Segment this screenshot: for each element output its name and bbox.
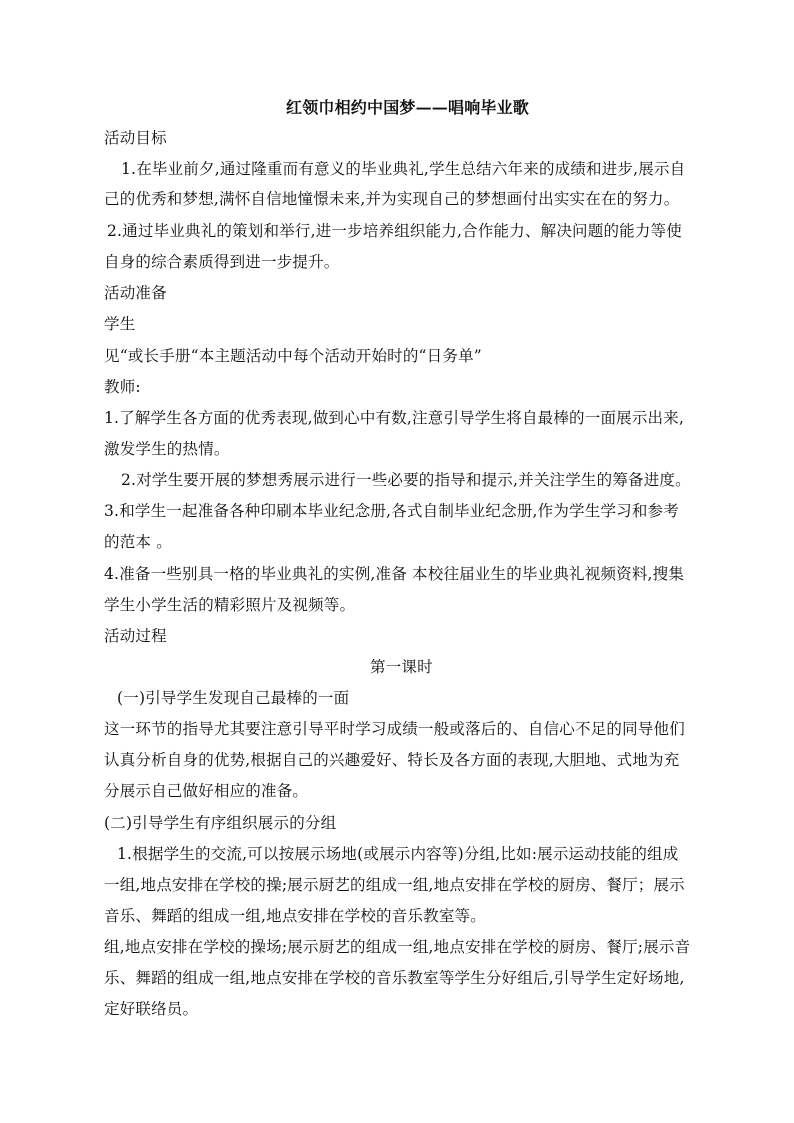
- paragraph-line: 自身的综合素质得到进一步提升。: [104, 253, 340, 271]
- paragraph-line: 己的优秀和梦想,满怀自信地憧憬未来,并为实现自己的梦想画付出实实在在的努力。: [104, 190, 680, 208]
- document-title: 红领巾相约中国梦——唱响毕业歌: [286, 98, 530, 117]
- paragraph-line: 这一环节的指导尤其要注意引导平时学习成绩一般或落后的、自信心不足的同导他们: [104, 720, 685, 738]
- paragraph-line: 认真分析自身的优势,根据自己的兴趣爱好、特长及各方面的表现,大胆地、式地为充: [104, 751, 680, 769]
- heading-activity-goals: 活动目标: [104, 129, 167, 147]
- paragraph-line: 2.通过毕业典礼的策划和举行,进一步培养组织能力,合作能力、解决问题的能力等使: [107, 222, 682, 240]
- heading-activity-process: 活动过程: [104, 627, 167, 645]
- paragraph-line: 学生小学生活的精彩照片及视频等。: [104, 596, 356, 614]
- paragraph-line: 1.在毕业前夕,通过隆重而有意义的毕业典礼,学生总结六年来的成绩和进步,展示自: [121, 160, 686, 178]
- paragraph-line: 1.根据学生的交流,可以按展示场地(或展示内容等)分组,比如:展示运动技能的组成: [117, 845, 679, 863]
- section-heading: (二)引导学生有序组织展示的分组: [104, 814, 337, 832]
- paragraph-line: 见“或长手册“本主题活动中每个活动开始时的“日务单”: [104, 347, 482, 365]
- heading-activity-preparation: 活动准备: [104, 284, 167, 302]
- paragraph-line: 组,地点安排在学校的操场;展示厨艺的组成一组,地点安排在学校的厨房、餐厅;展示音: [104, 938, 691, 956]
- paragraph-line: 1.了解学生各方面的优秀表现,做到心中有数,注意引导学生将自最棒的一面展示出来,: [104, 409, 685, 427]
- paragraph-line: 2.对学生要开展的梦想秀展示进行一些必要的指导和提示,并关注学生的筹备进度。: [121, 471, 691, 489]
- paragraph-line: 一组,地点安排在学校的操;展示厨艺的组成一组,地点安排在学校的厨房、餐厅；展示: [104, 876, 685, 894]
- paragraph-line: 分展示自己做好相应的准备。: [104, 782, 309, 800]
- paragraph-line: 音乐、舞蹈的组成一组,地点安排在学校的音乐教室等。: [104, 907, 486, 925]
- lesson-heading: 第一课时: [370, 658, 433, 676]
- paragraph-line: 乐、舞蹈的组成一组,地点安排在学校的音乐教室等学生分好组后,引导学生定好场地,: [104, 969, 685, 987]
- paragraph-line: 激发学生的热情。: [104, 440, 230, 458]
- paragraph-line: 定好联络员。: [104, 1000, 199, 1018]
- paragraph-line: 4.准备一些别具一格的毕业典礼的实例,准备 本校往届业生的毕业典礼视频资料,搜集: [104, 565, 685, 583]
- subheading-students: 学生: [104, 315, 136, 333]
- subheading-teachers: 教师:: [104, 378, 141, 396]
- paragraph-line: 3.和学生一起准备各种印刷本毕业纪念册,各式自制毕业纪念册,作为学生学习和参考: [104, 502, 679, 520]
- paragraph-line: 的范本 。: [104, 533, 172, 551]
- section-heading: (一)引导学生发现自己最棒的一面: [117, 689, 350, 707]
